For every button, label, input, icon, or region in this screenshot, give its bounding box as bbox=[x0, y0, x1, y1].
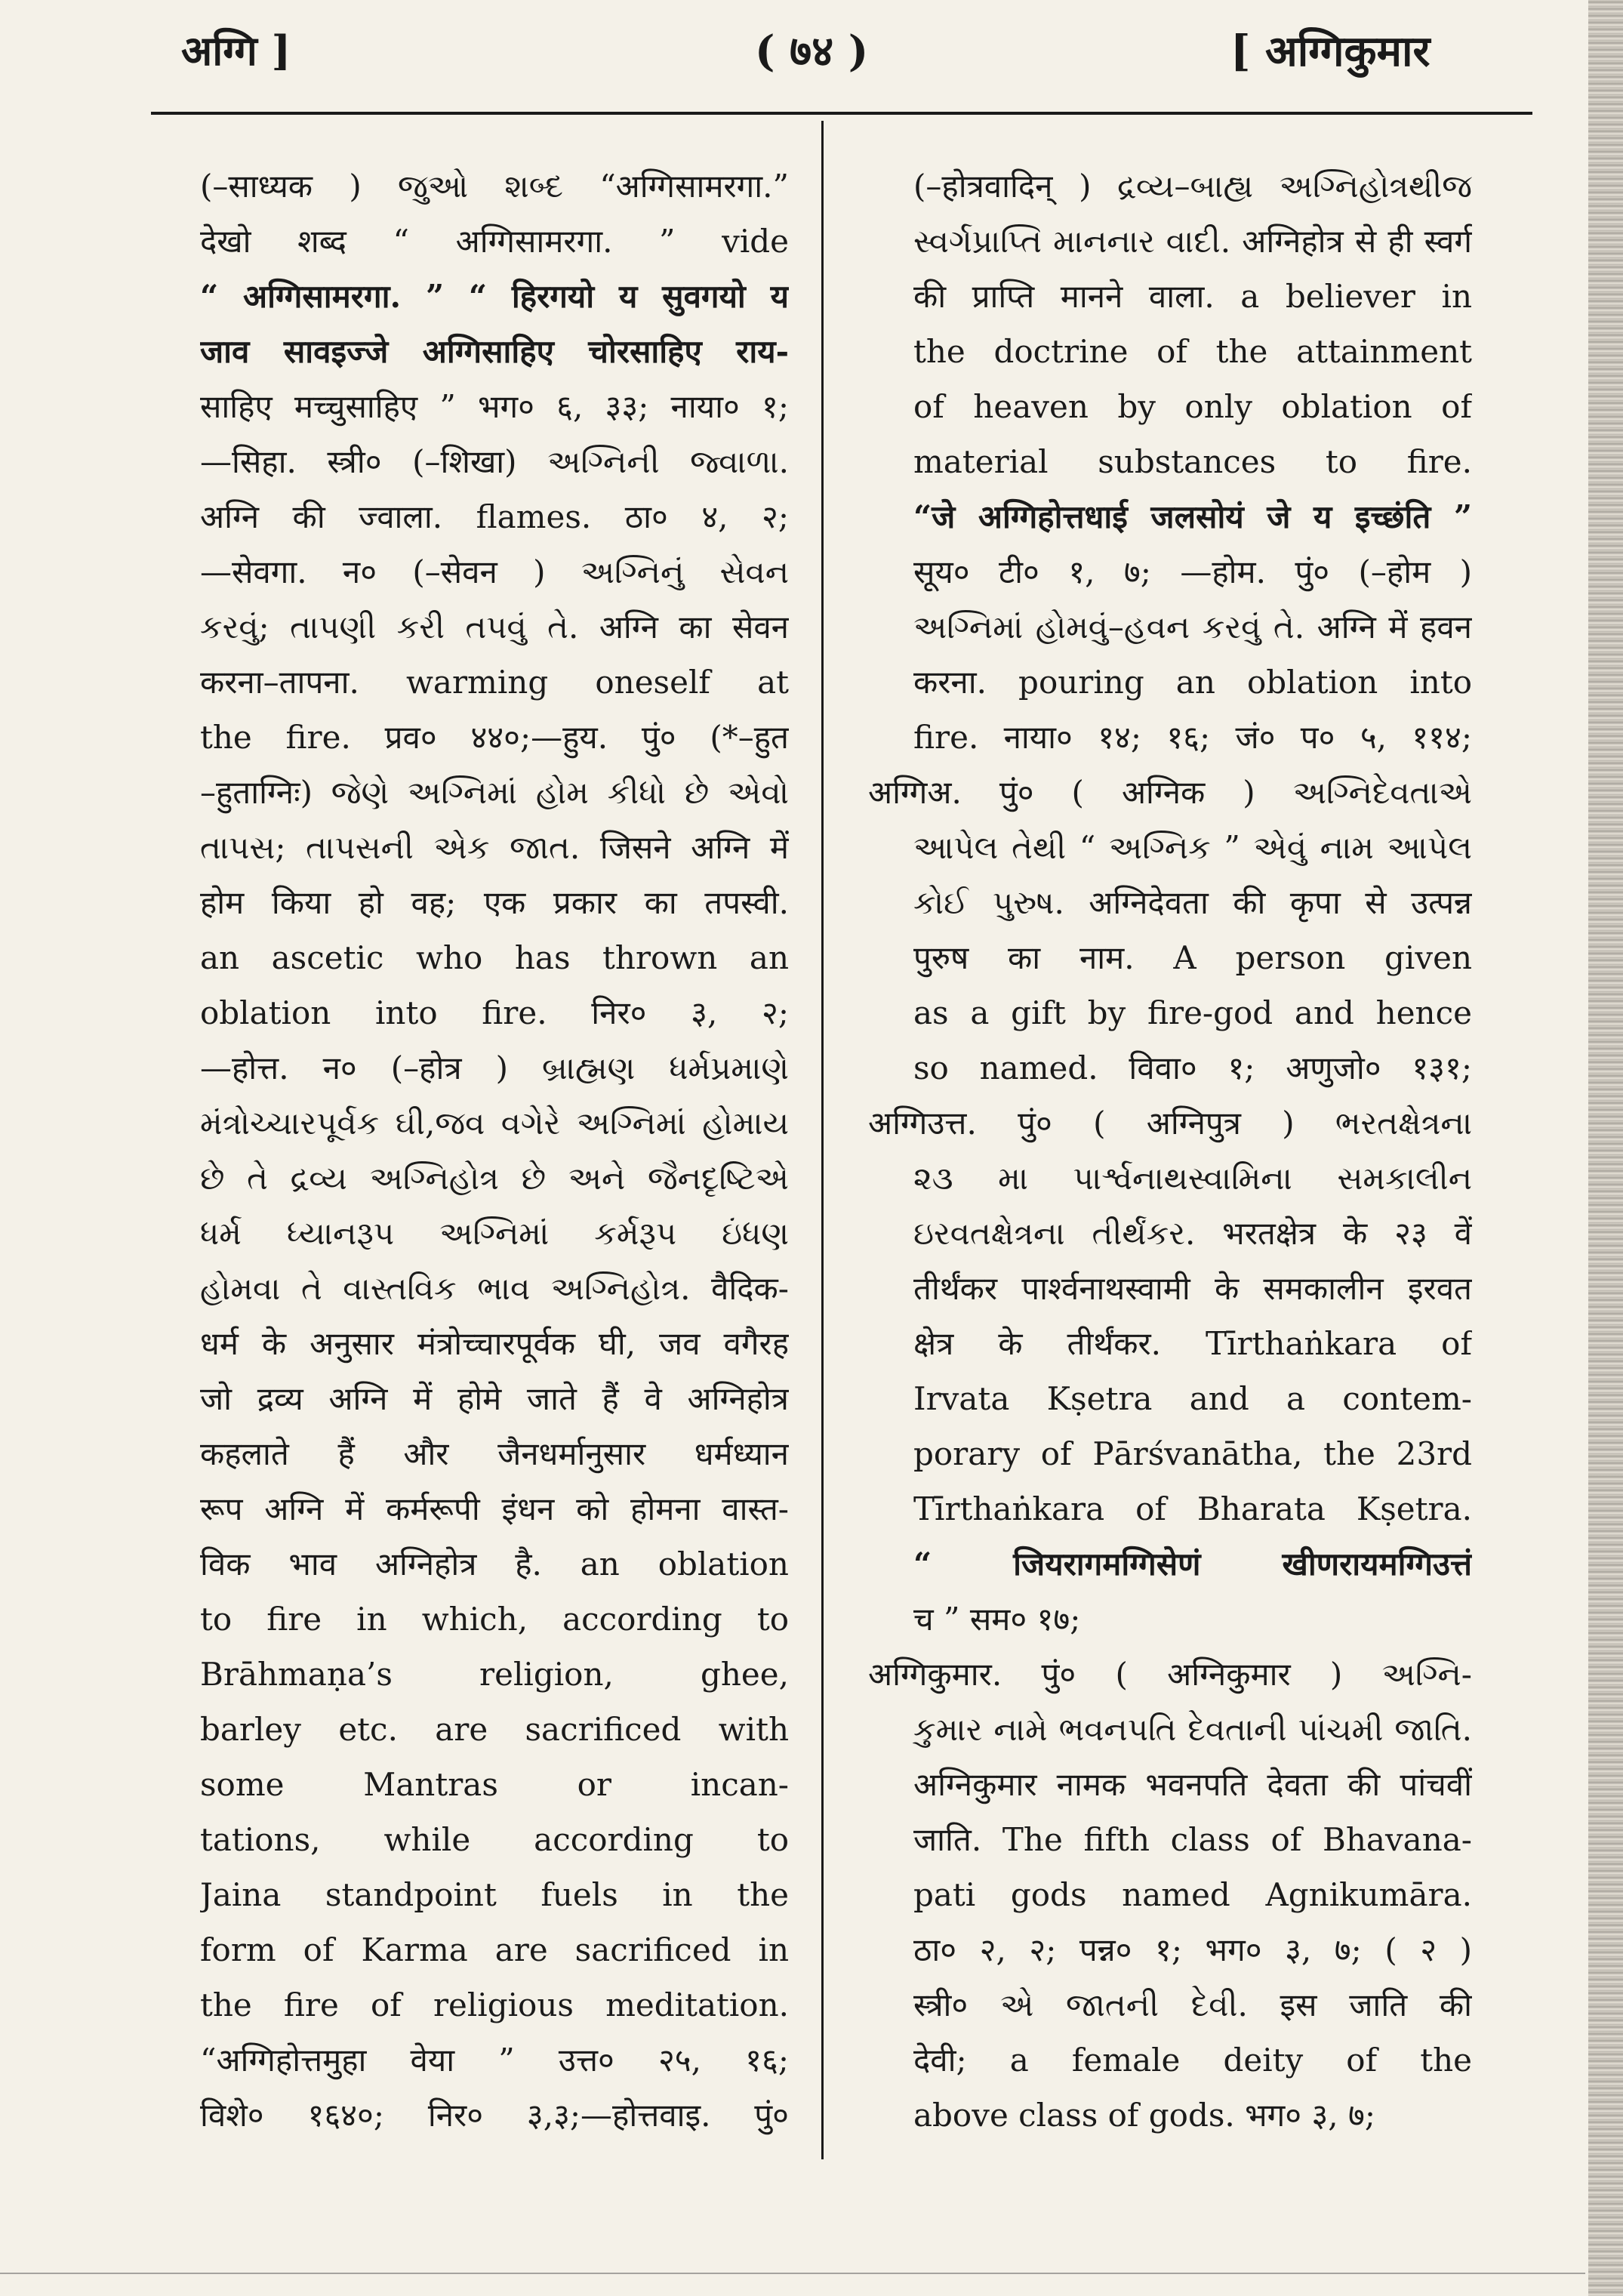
entry-line: कहलाते हैं और जैनधर्मानुसार धर्मध्यान bbox=[200, 1435, 789, 1472]
entry-line: the doctrine of the attainment bbox=[913, 333, 1472, 370]
entry-line: હોમવા તે વાસ્તવિક ભાવ અગ્નિહોત્ર. वैदिक- bbox=[200, 1270, 789, 1307]
entry-line: of heaven by only oblation of bbox=[913, 388, 1472, 425]
entry-line: अग्निकुमार नामक भवनपति देवता की पांचवीं bbox=[913, 1766, 1472, 1803]
entry-line: करना–तापना. warming oneself at bbox=[200, 664, 789, 701]
entry-line: porary of Pārśvanātha, the 23rd bbox=[913, 1435, 1472, 1472]
quotation-line: “अग्गिहोत्तमुहा वेया ” उत्त० २५, १६; bbox=[200, 2042, 789, 2079]
page-bottom-edge bbox=[0, 2273, 1585, 2274]
entry-line: ધર્મ ધ્યાનરૂપ અગ્નિમાં કર્મરૂપ ઇંધણ bbox=[200, 1215, 789, 1252]
entry-line: च ” सम० १७; bbox=[913, 1601, 1081, 1638]
subentry-line: the fire. प्रव० ४४०;—हुय. पुं० (*–हुत bbox=[200, 719, 789, 756]
entry-line: ઇરવતક્ષેત્રના તીર્થંકર. भरतक्षेत्र के २३ वें bbox=[913, 1215, 1472, 1252]
entry-line: અગ્નિમાં હોમવું–હવન કરવું તે. अग्नि में हवन bbox=[913, 609, 1472, 646]
entry-line: रूप अग्नि में कर्मरूपी इंधन को होमना वास्त- bbox=[200, 1490, 789, 1527]
entry-line: Brāhmaṇa’s religion, ghee, bbox=[200, 1656, 789, 1693]
entry-line: देवी; a female deity of the bbox=[913, 2042, 1472, 2079]
entry-line: કુમાર નામે ભવનપતિ દેવતાની પાંચમી જાતિ. bbox=[913, 1711, 1472, 1748]
page-edge-shadow bbox=[1588, 0, 1623, 2296]
entry-line: કરવું; તાપણી કરી તપવું તે. अग्नि का सेवन bbox=[200, 609, 789, 646]
header-left-keyword: अग्गि ] bbox=[181, 26, 291, 75]
entry-line: barley etc. are sacrificed with bbox=[200, 1711, 789, 1748]
subentry-line: —होत्त. न० (–होत्र ) બ્રાહ્મણ ધર્મપ્રમાણે bbox=[200, 1049, 789, 1086]
entry-line: an ascetic who has thrown an bbox=[200, 939, 789, 976]
entry-line: विशे० १६४०; निर० ३,३;—होत्तवाइ. पुं० bbox=[200, 2097, 789, 2134]
header-rule bbox=[151, 112, 1532, 115]
entry-line: तीर्थंकर पार्श्वनाथस्वामी के समकालीन इरवत bbox=[913, 1270, 1472, 1307]
entry-line: some Mantras or incan- bbox=[200, 1766, 789, 1803]
entry-line: ठा० २, २; पन्न० १; भग० ३, ७; ( २ ) bbox=[913, 1931, 1472, 1968]
entry-line: होम किया हो वह; एक प्रकार का तपस्वी. bbox=[200, 884, 789, 921]
quotation-line: “ अग्गिसामरगा. ” “ हिरगयो य सुवगयो य bbox=[200, 278, 789, 315]
entry-line: Jaina standpoint fuels in the bbox=[200, 1876, 789, 1913]
entry-line: tations, while according to bbox=[200, 1821, 789, 1858]
headword-agni-a: अग्गिअ. पुं० ( अग्निक ) અગ્નિદેવતાએ bbox=[868, 774, 1472, 811]
entry-line: above class of gods. भग० ३, ७; bbox=[913, 2097, 1375, 2134]
entry-line: धर्म के अनुसार मंत्रोच्चारपूर्वक घी, जव वगैरह bbox=[200, 1325, 789, 1362]
entry-line: देखो शब्द “ अग्गिसामरगा. ” vide bbox=[200, 223, 789, 260]
entry-line: (–साध्यक ) જુઓ શબ્દ “अग्गिसामरगा.” bbox=[200, 168, 789, 205]
entry-line: to fire in which, according to bbox=[200, 1601, 789, 1638]
headword-agni-utta: अग्गिउत्त. पुं० ( अग्निपुत्र ) ભરતક્ષેત્રના bbox=[868, 1105, 1472, 1142]
quotation-line: “जे अग्गिहोत्तधाई जलसोयं जे य इच्छंति ” bbox=[913, 498, 1472, 535]
entry-line: –हुताग्निः) જેણે અગ્નિમાં હોમ કીધો છે એવો bbox=[200, 774, 789, 811]
entry-line: पुरुष का नाम. A person given bbox=[913, 939, 1472, 976]
entry-line: કોઈ પુરુષ. अग्निदेवता की कृपा से उत्पन्न bbox=[913, 884, 1472, 921]
entry-line: તાપસ; તાપસની એક જાત. जिसने अग्नि में bbox=[200, 829, 789, 866]
entry-line: (–होत्रवादिन् ) દ્રવ્ય–બાહ્ય અગ્નિહોત્રથીજ bbox=[913, 168, 1472, 205]
entry-line: साहिए मच्चुसाहिए ” भग० ६, ३३; नाया० १; bbox=[200, 388, 789, 425]
entry-line: Tīrthaṅkara of Bharata Kṣetra. bbox=[913, 1490, 1472, 1527]
quotation-line: “ जियरागमग्गिसेणं खीणरायमग्गिउत्तं bbox=[913, 1546, 1472, 1583]
entry-line: स्त्री० એ જાતની દેવી. इस जाति की bbox=[913, 1986, 1472, 2023]
quotation-line: जाव सावइज्जे अग्गिसाहिए चोरसाहिए राय- bbox=[200, 333, 789, 370]
entry-line: pati gods named Agnikumāra. bbox=[913, 1876, 1472, 1913]
entry-line: करना. pouring an oblation into bbox=[913, 664, 1472, 701]
subentry-line: —सेवगा. न० (–सेवन ) અગ્નિનું સેવન bbox=[200, 553, 789, 590]
entry-line: जो द्रव्य अग्नि में होमे जाते हैं वे अग्निहोत्र bbox=[200, 1380, 789, 1417]
entry-line: the fire of religious meditation. bbox=[200, 1986, 789, 2023]
entry-line: છે તે દ્રવ્ય અગ્નિહોત્ર છે અને જૈનદૃષ્ટિએ bbox=[200, 1160, 789, 1197]
left-column bbox=[200, 159, 789, 2143]
headword-agni-kumara: अग्गिकुमार. पुं० ( अग्निकुमार ) અગ્નિ- bbox=[868, 1656, 1472, 1693]
entry-line: ૨૩ મા પાર્શ્વનાથસ્વામિના સમકાલીન bbox=[913, 1160, 1472, 1197]
entry-line: આપેલ તેથી “ અગ્નિક ” એવું નામ આપેલ bbox=[913, 829, 1472, 866]
page-number: ( ७४ ) bbox=[755, 26, 869, 76]
entry-line: સ્વર્ગપ્રાપ્તિ માનનાર વાદી. अग्निहोत्र से ही स्वर्ग bbox=[913, 223, 1472, 260]
entry-line: form of Karma are sacrificed in bbox=[200, 1931, 789, 1968]
entry-line: as a gift by fire-god and hence bbox=[913, 994, 1472, 1031]
entry-line: की प्राप्ति मानने वाला. a believer in bbox=[913, 278, 1472, 315]
subentry-line: —सिहा. स्त्री० (–शिखा) અગ્નિની જ્વાળા. bbox=[200, 443, 789, 480]
page-header bbox=[0, 21, 1585, 82]
entry-line: विक भाव अग्निहोत्र है. an oblation bbox=[200, 1546, 789, 1583]
entry-line: મંત્રોચ્ચારપૂર્વક ઘી,જવ વગેરે અગ્નિમાં હોમાય bbox=[200, 1105, 789, 1142]
column-divider bbox=[821, 121, 824, 2159]
entry-line: Irvata Kṣetra and a contem- bbox=[913, 1380, 1472, 1417]
entry-line: material substances to fire. bbox=[913, 443, 1472, 480]
header-right-keyword: [ अग्गिकुमार bbox=[1230, 26, 1431, 76]
entry-line: अग्नि की ज्वाला. flames. ठा० ४, २; bbox=[200, 498, 789, 535]
entry-line: fire. नाया० १४; १६; जं० प० ५, ११४; bbox=[913, 719, 1472, 756]
subentry-line: सूय० टी० १, ७; —होम. पुं० (–होम ) bbox=[913, 553, 1472, 590]
entry-line: क्षेत्र के तीर्थंकर. Tīrthaṅkara of bbox=[913, 1325, 1472, 1362]
entry-line: जाति. The fifth class of Bhavana- bbox=[913, 1821, 1472, 1858]
right-column bbox=[868, 159, 1472, 2143]
entry-line: so named. विवा० १; अणुजो० १३१; bbox=[913, 1049, 1472, 1086]
entry-line: oblation into fire. निर० ३, २; bbox=[200, 994, 789, 1031]
